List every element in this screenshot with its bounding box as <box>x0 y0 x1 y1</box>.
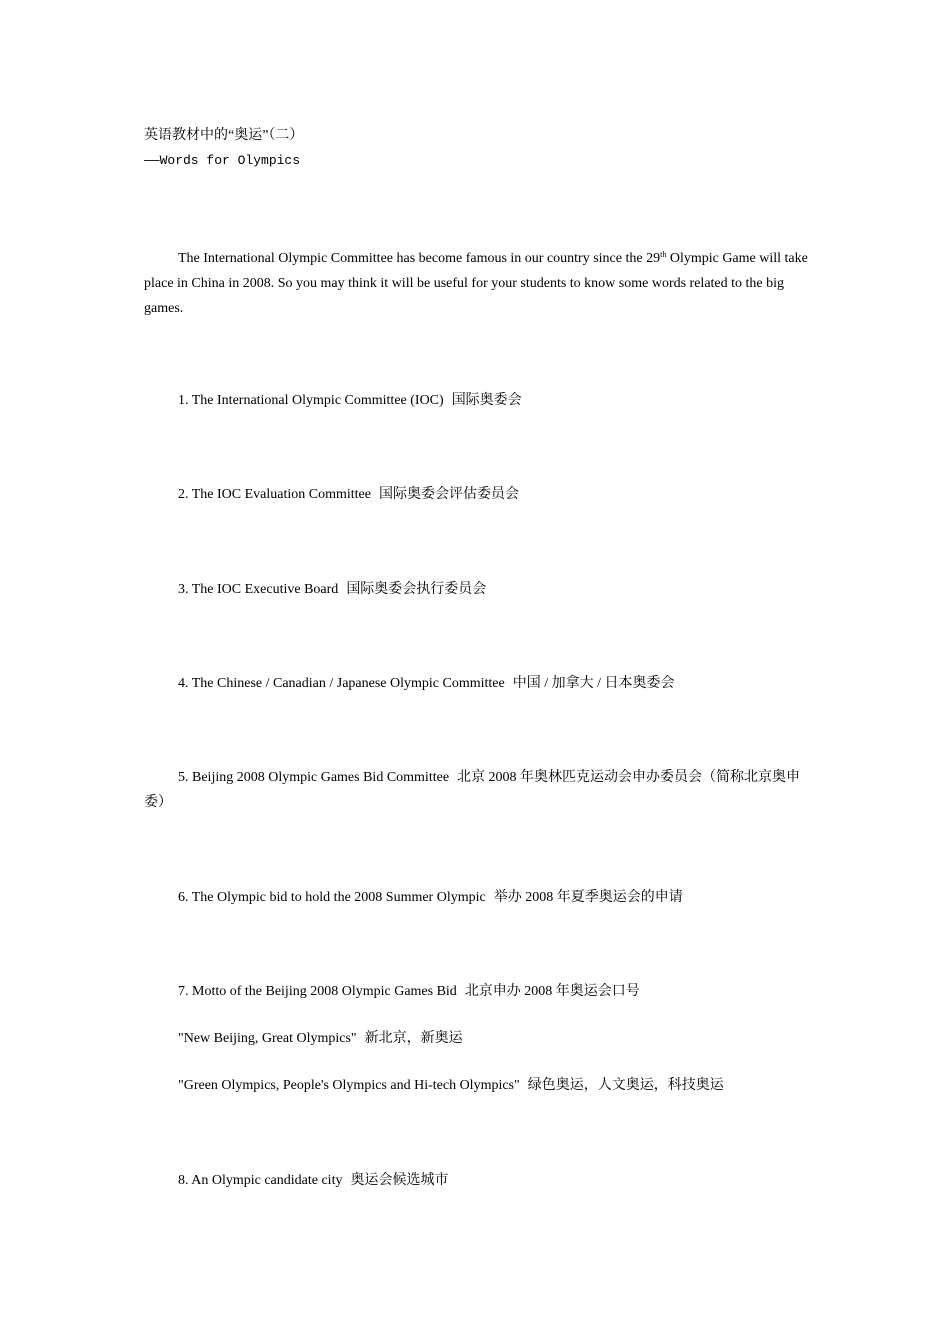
motto-english: "New Beijing, Great Olympics" <box>178 1031 357 1046</box>
term-chinese: 奥运会候选城市 <box>350 1173 449 1188</box>
term-english: 6. The Olympic bid to hold the 2008 Summer Olympic <box>178 890 486 905</box>
motto-english: "Green Olympics, People's Olympics and Hi-tech Olympics" <box>178 1078 520 1093</box>
term-chinese: 中国 / 加拿大 / 日本奥委会 <box>512 676 675 691</box>
term-english: 1. The International Olympic Committee (IOC) <box>178 393 444 408</box>
term-item-8 <box>144 1168 810 1193</box>
term-item-5 <box>144 765 810 815</box>
term-english: 7. Motto of the Beijing 2008 Olympic Games Bid <box>178 984 457 999</box>
motto-chinese: 绿色奥运，人文奥运，科技奥运 <box>527 1078 724 1093</box>
term-chinese: 北京 2008 年奥林匹克运动会申办委员会（简称北京奥申委） <box>144 770 801 810</box>
term-item-4 <box>144 671 810 696</box>
term-english: 4. The Chinese / Canadian / Japanese Olympic Committee <box>178 676 505 691</box>
intro-superscript: th <box>660 250 667 259</box>
term-item-1 <box>144 388 810 413</box>
term-english: 2. The IOC Evaluation Committee <box>178 487 371 502</box>
term-chinese: 国际奥委会 <box>451 393 522 408</box>
term-chinese: 国际奥委会评估委员会 <box>379 487 519 502</box>
motto-chinese: 新北京，新奥运 <box>364 1031 463 1046</box>
term-item-3 <box>144 577 810 602</box>
term-chinese: 举办 2008 年夏季奥运会的申请 <box>493 890 683 905</box>
document-subtitle: ——Words for Olympics <box>144 153 301 168</box>
intro-text-start: The International Olympic Committee has become famous in our country since the 29 <box>178 251 661 266</box>
term-chinese: 北京申办 2008 年奥运会口号 <box>464 984 640 999</box>
motto-line-1 <box>178 1029 463 1049</box>
term-english: 8. An Olympic candidate city <box>178 1173 343 1188</box>
motto-line-2 <box>178 1076 724 1096</box>
term-english: 3. The IOC Executive Board <box>178 582 339 597</box>
document-title: 英语教材中的“奥运”（二） <box>144 128 304 143</box>
term-item-7 <box>144 979 810 1004</box>
intro-paragraph <box>144 246 810 321</box>
term-english: 5. Beijing 2008 Olympic Games Bid Committee <box>178 770 450 785</box>
term-chinese: 国际奥委会执行委员会 <box>346 582 487 597</box>
term-item-6 <box>144 885 810 910</box>
term-item-2 <box>144 482 810 507</box>
intro-text-end: Olympic Game will take place in China in 2008. So you may think it will be useful for your students to know some words related to the big games. <box>144 251 808 316</box>
